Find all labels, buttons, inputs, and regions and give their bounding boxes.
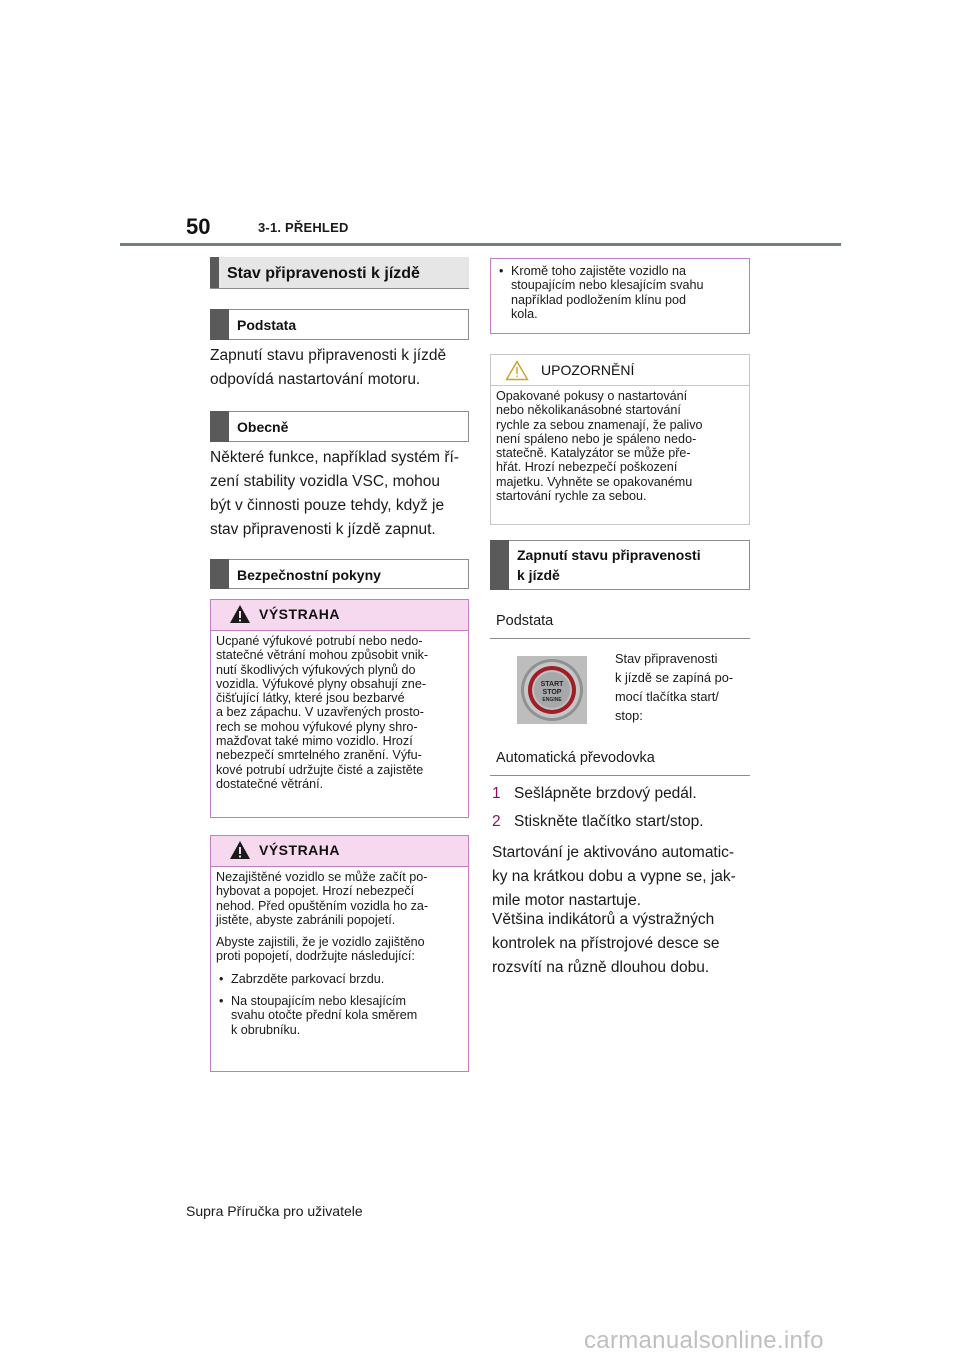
text-line: startování rychle za sebou. — [496, 489, 647, 504]
text-line: Některé funkce, například systém ří- — [210, 449, 459, 466]
intro-paragraph — [210, 344, 470, 392]
step-number: 2 — [492, 813, 501, 830]
button-caption — [615, 649, 755, 725]
step-item — [492, 782, 754, 806]
text-line: Nezajištěné vozidlo se může začít po- — [216, 870, 428, 884]
text-line: rozsvítí na různě dlouhou dobu. — [492, 959, 710, 976]
warning-text — [216, 870, 466, 1037]
text-line: Opakované pokusy o nastartování — [496, 389, 688, 403]
text-line: zení stability vozidla VSC, mohou — [210, 473, 441, 490]
text-line: majetku. Vyhněte se opakovanému — [496, 474, 693, 489]
main-heading-text: Stav připravenosti k jízdě — [227, 265, 420, 282]
text-line: Abyste zajistili, že je vozidlo zajištěno — [216, 935, 425, 950]
text-line: hřát. Hrozí nebezpečí poškození — [496, 460, 678, 475]
text-line: kové potrubí udržujte čisté a zajistěte — [216, 762, 424, 777]
text-line: rech se mohou výfukové plyny shro- — [216, 719, 418, 734]
text-line: kontrolek na přístrojové desce se — [492, 935, 720, 952]
text-line: Zapnutí stavu připravenosti — [517, 547, 701, 563]
bullet-item — [216, 994, 466, 1037]
notice-header — [491, 355, 749, 386]
warning-header — [211, 836, 468, 867]
subheading-podstata — [210, 309, 469, 340]
text-line: Zapnutí stavu připravenosti k jízdě — [210, 347, 447, 364]
text-line: není spáleno nebo je spáleno nedo- — [496, 431, 697, 446]
heading-bar — [210, 411, 229, 442]
start-stop-button-icon — [517, 656, 587, 724]
text-line: jistěte, abyste zabránili popojetí. — [216, 912, 396, 927]
text-line: statečně. Katalyzátor se může pře- — [496, 446, 691, 461]
bullet-dot: • — [219, 971, 224, 986]
text-line: nehod. Před opuštěním vozidla ho za- — [216, 898, 429, 913]
text-line: svahu otočte přední kola směrem — [231, 1008, 418, 1023]
heading-bar — [210, 309, 229, 340]
warning-paragraph — [216, 935, 466, 964]
page-number: 50 — [186, 214, 211, 239]
text-line: například podložením klínu pod — [511, 292, 687, 307]
text-line: a bez zápachu. V uzavřených prosto- — [216, 705, 424, 720]
text-line: nutí škodlivých výfukových plynů do — [216, 662, 416, 677]
subheading-text: Obecně — [237, 419, 289, 435]
heading-bar — [210, 559, 229, 589]
text-line: stop: — [615, 708, 643, 723]
warning-text — [216, 634, 466, 791]
text-line: stoupajícím nebo klesajícím svahu — [511, 278, 704, 293]
main-heading — [210, 257, 469, 289]
button-label-engine: ENGINE — [542, 697, 562, 703]
start-stop-button-photo — [517, 656, 587, 724]
text-line: mocí tlačítka start/ — [615, 689, 719, 704]
text-line: nebo několikanásobné startování — [496, 403, 681, 418]
text-line: odpovídá nastartování motoru. — [210, 371, 421, 388]
heading-bar — [490, 540, 509, 590]
warning-header — [211, 600, 468, 631]
text-line: Startování je aktivováno automatic- — [492, 844, 735, 861]
text-line: Kromě toho zajistěte vozidlo na — [511, 264, 687, 278]
text-line: stav připravenosti k jízdě zapnut. — [210, 521, 436, 538]
notice-label: UPOZORNĚNÍ — [541, 362, 635, 378]
subheading-text: Podstata — [237, 317, 297, 333]
text-line: k jízdě se zapíná po- — [615, 670, 734, 685]
step-text: Sešlápněte brzdový pedál. — [514, 785, 697, 802]
notice-text — [496, 389, 746, 503]
warning-box-rolling — [210, 835, 469, 1072]
button-label-start: START — [540, 681, 564, 688]
button-label-stop: STOP — [542, 689, 562, 696]
subheading-text — [517, 545, 701, 585]
subheading-text: Bezpečnostní pokyny — [237, 567, 381, 583]
text-line: mažďovat také mimo vozidlo. Hrozí — [216, 734, 413, 749]
bullet-item — [496, 264, 756, 321]
heading-bar — [210, 257, 219, 288]
warning-paragraph — [216, 870, 466, 927]
text-line: ky na krátkou dobu a vypne se, jak- — [492, 868, 736, 885]
text-line: rychle za sebou znamenají, že palivo — [496, 417, 703, 432]
watermark: carmanualsonline.info — [584, 1327, 824, 1354]
warning-label: VÝSTRAHA — [259, 842, 341, 858]
warning-triangle-icon — [229, 840, 251, 860]
step-text: Stiskněte tlačítko start/stop. — [514, 813, 704, 830]
steps-list — [492, 782, 754, 834]
text-line: čišťující látky, které jsou bezbarvé — [216, 691, 405, 706]
start-paragraph — [492, 841, 754, 913]
text-line: k jízdě — [517, 567, 560, 583]
bullet-item — [216, 972, 466, 986]
subheading-bezpecnostni — [210, 559, 469, 589]
warning-label: VÝSTRAHA — [259, 606, 341, 622]
warning-triangle-icon — [229, 604, 251, 624]
warning-continuation-box — [490, 258, 750, 334]
notice-triangle-icon — [505, 360, 529, 381]
subheading-rule — [490, 638, 750, 639]
text-line: hybovat a popojet. Hrozí nebezpečí — [216, 884, 415, 899]
bullet-dot: • — [499, 264, 504, 278]
indicator-paragraph — [492, 908, 754, 980]
text-line: být v činnosti pouze tehdy, když je — [210, 497, 445, 514]
text-line: vozidla. Výfukové plyny obsahují zne- — [216, 676, 427, 691]
subheading-rule — [490, 775, 750, 776]
step-number: 1 — [492, 785, 501, 802]
warning-box-exhaust — [210, 599, 469, 818]
bullet-dot: • — [219, 994, 224, 1009]
text-line: k obrubníku. — [231, 1022, 301, 1037]
general-paragraph — [210, 446, 472, 542]
text-line: Na stoupajícím nebo klesajícím — [231, 994, 406, 1009]
step-item — [492, 810, 754, 834]
text-line: kola. — [511, 306, 538, 321]
notice-box — [490, 354, 750, 525]
text-line: Ucpané výfukové potrubí nebo nedo- — [216, 634, 423, 648]
text-line: statečné větrání mohou způsobit vnik- — [216, 648, 429, 663]
text-line: Stav připravenosti — [615, 651, 718, 666]
subheading-zapnuti — [490, 540, 750, 590]
footer: Supra Příručka pro uživatele — [186, 1203, 363, 1219]
text-line: mile motor nastartuje. — [492, 892, 642, 909]
text-line: Většina indikátorů a výstražných — [492, 911, 715, 928]
text-line: dostatečné větrání. — [216, 776, 324, 791]
plain-subheading-podstata: Podstata — [496, 613, 554, 629]
plain-subheading-prevodovka: Automatická převodovka — [496, 750, 655, 766]
text-line: proti popojetí, dodržujte následující: — [216, 949, 415, 964]
header-rule — [120, 243, 841, 246]
text-line: nebezpečí smrtelného zranění. Výfu- — [216, 748, 422, 763]
section-title: 3-1. PŘEHLED — [258, 220, 349, 235]
subheading-obecne — [210, 411, 469, 442]
text-line: Zabrzděte parkovací brzdu. — [231, 971, 385, 986]
